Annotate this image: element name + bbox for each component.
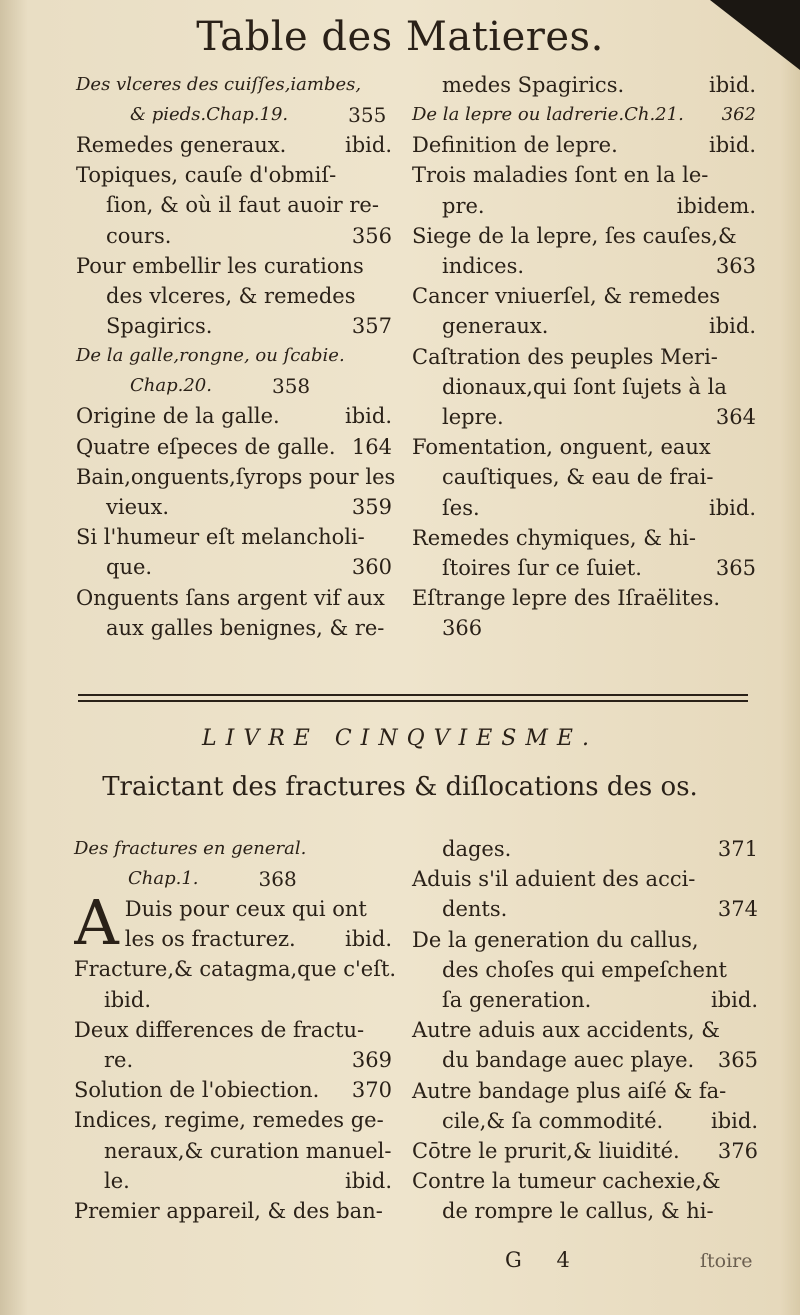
entry-text: dionaux,qui ſont ſujets à la bbox=[442, 374, 727, 399]
index-entry bbox=[412, 864, 758, 924]
index-entry bbox=[76, 583, 392, 643]
page-number: 365 bbox=[715, 556, 756, 581]
chapter-heading bbox=[412, 100, 756, 130]
page-number: ibid. bbox=[711, 1108, 758, 1133]
entry-text: Trois maladies ſont en la le- bbox=[412, 163, 709, 188]
index-entry bbox=[76, 160, 392, 251]
entry-text: Des vlceres des cuiſſes,iambes, bbox=[76, 74, 362, 95]
entry-text: Premier appareil, & des ban- bbox=[74, 1199, 383, 1224]
index-entry bbox=[412, 130, 756, 160]
entry-text: Autre aduis aux accidents, & bbox=[412, 1018, 720, 1043]
bottom-left-column bbox=[74, 834, 397, 1226]
page-number: 369 bbox=[351, 1048, 392, 1073]
entry-text: cile,& ſa commodité. bbox=[442, 1108, 664, 1133]
entry-text: du bandage auec playe. bbox=[442, 1048, 695, 1073]
page-number: 370 bbox=[351, 1078, 392, 1103]
page-number: 358 bbox=[271, 374, 311, 399]
page-number: ibid. bbox=[345, 133, 392, 157]
entry-text: ibid. bbox=[104, 987, 151, 1012]
entry-text: des choſes qui empeſchent bbox=[442, 957, 727, 982]
entry-text: De la galle,rongne, ou ſcabie. bbox=[76, 345, 345, 367]
page-number: ibid. bbox=[345, 1168, 392, 1193]
section-divider bbox=[78, 694, 748, 702]
index-entry bbox=[412, 221, 756, 281]
index-entry bbox=[76, 522, 392, 582]
page-number: 376 bbox=[717, 1139, 758, 1164]
entry-text: De la generation du callus, bbox=[412, 927, 699, 952]
page-number: ibid. bbox=[709, 314, 756, 339]
entry-text: indices. bbox=[442, 254, 525, 279]
page-number: ibid. bbox=[709, 495, 756, 520]
index-entry bbox=[412, 523, 756, 583]
page-number: 363 bbox=[715, 254, 756, 279]
entry-text: Eſtrange lepre des Iſraëlites. bbox=[412, 586, 721, 611]
top-right-column bbox=[412, 70, 756, 644]
index-entry bbox=[412, 1076, 758, 1136]
entry-text: Autre bandage plus aiſé & fa- bbox=[412, 1078, 727, 1103]
index-entry bbox=[74, 1196, 392, 1226]
index-entry bbox=[76, 251, 392, 342]
page-title: Table des Matieres. bbox=[196, 14, 604, 60]
entry-text: Duis pour ceux qui ont bbox=[124, 897, 367, 921]
top-left-column bbox=[76, 70, 396, 643]
entry-text: Definition de lepre. bbox=[412, 133, 618, 158]
entry-text: Cancer vniuerſel, & remedes bbox=[412, 284, 721, 309]
index-entry bbox=[412, 281, 756, 341]
index-entry bbox=[74, 954, 397, 1014]
drop-cap: A bbox=[74, 894, 119, 955]
entry-text: Caſtration des peuples Meri- bbox=[412, 344, 718, 369]
entry-text: vieux. bbox=[106, 495, 170, 520]
entry-text: lepre. bbox=[442, 405, 504, 430]
chapter-heading bbox=[76, 341, 392, 401]
entry-text: Aduis s'il aduient des acci- bbox=[412, 867, 696, 892]
entry-text: cours. bbox=[106, 223, 172, 248]
entry-text: medes Spagirics. bbox=[442, 73, 625, 97]
index-entry bbox=[76, 432, 392, 462]
entry-text: ſa generation. bbox=[442, 988, 592, 1013]
index-entry bbox=[74, 1075, 392, 1105]
page-number: 360 bbox=[351, 555, 392, 580]
entry-text: generaux. bbox=[442, 314, 549, 339]
book-heading: LIVRE CINQVIESME. bbox=[202, 726, 598, 751]
page-number: 355 bbox=[348, 103, 387, 127]
entry-text: le. bbox=[104, 1168, 130, 1193]
page-number: 368 bbox=[258, 867, 297, 891]
index-entry bbox=[412, 1136, 758, 1166]
index-entry bbox=[412, 1015, 758, 1075]
catchword: ſtoire bbox=[700, 1250, 753, 1272]
entry-text: Deux differences de fractu- bbox=[74, 1017, 365, 1042]
entry-text: ſes. bbox=[442, 495, 480, 520]
index-entry bbox=[412, 925, 758, 1016]
index-entry bbox=[412, 70, 756, 100]
entry-text: Quatre eſpeces de galle. bbox=[76, 434, 336, 459]
entry-text: Des fractures en general. bbox=[74, 838, 307, 859]
index-entry bbox=[412, 432, 756, 523]
page-number: 362 bbox=[721, 104, 756, 126]
entry-text: Bain,onguents,ſyrops pour les bbox=[76, 464, 396, 489]
page-number: ibid. bbox=[345, 927, 392, 952]
entry-text: Chap.20. bbox=[130, 375, 212, 397]
page-number: 164 bbox=[351, 434, 392, 459]
entry-text: Topiques, cauſe d'obmiſ- bbox=[76, 163, 337, 188]
entry-text: dages. bbox=[442, 837, 512, 861]
page-number: 357 bbox=[351, 314, 392, 339]
entry-text: 366 bbox=[442, 616, 483, 641]
entry-text: pre. bbox=[442, 193, 485, 218]
page-number: ibid. bbox=[709, 73, 756, 97]
page-number: 364 bbox=[715, 405, 756, 430]
entry-text: ſtoires ſur ce ſuiet. bbox=[442, 556, 642, 581]
chapter-heading bbox=[74, 834, 392, 894]
entry-text: des vlceres, & remedes bbox=[106, 284, 356, 309]
entry-text: Remedes generaux. bbox=[76, 133, 287, 157]
page-number: ibid. bbox=[345, 404, 392, 429]
page-number: 365 bbox=[717, 1048, 758, 1073]
entry-text: neraux,& curation manuel- bbox=[104, 1138, 392, 1163]
entry-text: Fracture,& catagma,que c'eſt. bbox=[74, 957, 397, 982]
entry-text: Contre la tumeur cachexie,& bbox=[412, 1169, 721, 1194]
page-number: ibid. bbox=[709, 133, 756, 158]
entry-text: Si l'humeur eſt melancholi- bbox=[76, 525, 365, 550]
entry-text: Origine de la galle. bbox=[76, 404, 280, 429]
page-number: 371 bbox=[717, 837, 758, 861]
entry-text: ſion, & où il faut auoir re- bbox=[106, 193, 379, 218]
index-entry bbox=[74, 1015, 392, 1075]
entry-text: dents. bbox=[442, 897, 508, 922]
entry-text: les os fracturez. bbox=[124, 927, 296, 952]
page-number: 359 bbox=[351, 495, 392, 520]
index-entry bbox=[412, 160, 756, 220]
entry-text: Remedes chymiques, & hi- bbox=[412, 525, 696, 550]
entry-text: De la lepre ou ladrerie.Ch.21. bbox=[412, 104, 684, 126]
entry-text: que. bbox=[106, 555, 153, 580]
index-entry bbox=[412, 834, 758, 864]
entry-text: re. bbox=[104, 1048, 134, 1073]
entry-text: Cōtre le prurit,& liuidité. bbox=[412, 1139, 680, 1164]
entry-text: Spagirics. bbox=[106, 314, 213, 339]
entry-text: Onguents ſans argent vif aux bbox=[76, 585, 385, 610]
entry-text: Chap.1. bbox=[128, 868, 199, 889]
page-number: ibid. bbox=[711, 988, 758, 1013]
page-number: 374 bbox=[717, 897, 758, 922]
entry-text: Indices, regime, remedes ge- bbox=[74, 1108, 384, 1133]
index-entry bbox=[412, 1166, 758, 1226]
index-entry bbox=[76, 401, 392, 431]
index-entry bbox=[412, 342, 756, 433]
index-entry bbox=[412, 583, 756, 643]
index-entry bbox=[76, 130, 392, 160]
page-number: ibidem. bbox=[676, 193, 756, 218]
entry-text: Solution de l'obiection. bbox=[74, 1078, 320, 1103]
entry-text: Pour embellir les curations bbox=[76, 253, 364, 278]
entry-text: aux galles benignes, & re- bbox=[106, 615, 385, 640]
index-entry bbox=[76, 462, 396, 522]
entry-text: de rompre le callus, & hi- bbox=[442, 1199, 714, 1224]
entry-text: Fomentation, onguent, eaux bbox=[412, 435, 711, 460]
index-entry bbox=[74, 1105, 392, 1196]
entry-text: cauſtiques, & eau de frai- bbox=[442, 465, 714, 490]
entry-text: Siege de la lepre, ſes cauſes,& bbox=[412, 223, 737, 248]
chapter-heading bbox=[76, 70, 392, 130]
bottom-right-column bbox=[412, 834, 758, 1227]
index-entry bbox=[74, 894, 392, 954]
page-number: 356 bbox=[351, 223, 392, 248]
entry-text: & pieds.Chap.19. bbox=[130, 104, 289, 125]
book-subtitle: Traictant des fractures & diſlocations des os. bbox=[102, 772, 698, 802]
signature-mark: G 4 bbox=[505, 1248, 584, 1272]
